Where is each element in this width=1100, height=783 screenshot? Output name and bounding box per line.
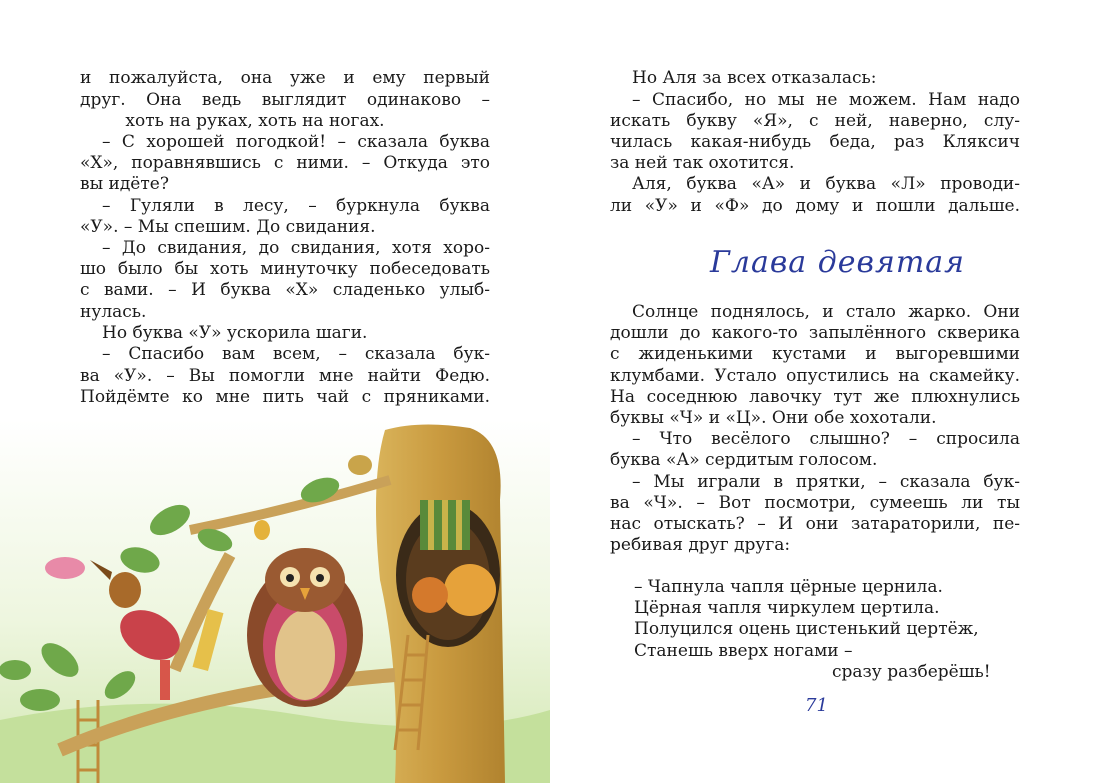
poem-line: сразу разберёшь! [832, 662, 991, 682]
page-number: 71 [805, 695, 828, 716]
acorn [254, 520, 270, 540]
text-line: – Мы играли в прятки, – сказала бук- [632, 472, 1020, 492]
text-line: На соседнюю лавочку тут же плюхнулись [610, 387, 1020, 407]
poem-line: – Чапнула чапля цёрные цернила. [634, 577, 943, 597]
text-line: буква «А» сердитым голосом. [610, 450, 878, 470]
text-line: «У». – Мы спешим. До свидания. [80, 217, 376, 237]
text-line: дошли до какого-то запылённого скверика [610, 323, 1020, 343]
text-line: – Гуляли в лесу, – буркнула буква [102, 196, 490, 216]
chapter-heading: Глава девятая [710, 245, 966, 280]
text-line: Но Аля за всех отказалась: [632, 68, 877, 88]
text-line: шо было бы хоть минуточку побеседовать [80, 259, 490, 279]
snail [348, 455, 372, 475]
forest-illustration [0, 420, 550, 783]
right-page [550, 0, 1100, 783]
text-line: с вами. – И буква «Х» сладенько улыб- [80, 280, 490, 300]
text-line: чилась какая-нибудь беда, раз Кляксич [610, 132, 1020, 152]
text-line: – Что весёлого слышно? – спросила [632, 429, 1020, 449]
text-line: нас отыскать? – И они затараторили, пе- [610, 514, 1020, 534]
text-line: за ней так охотится. [610, 153, 795, 173]
text-line: Но буква «У» ускорила шаги. [102, 323, 368, 343]
text-line: ва «У». – Вы помогли мне найти Федю. [80, 366, 490, 386]
pink-flower [45, 557, 85, 579]
text-line: Аля, буква «А» и буква «Л» проводи- [632, 174, 1020, 194]
text-line: хоть на руках, хоть на ногах. [125, 111, 385, 131]
poem-line: Станешь вверх ногами – [634, 641, 853, 661]
text-line: вы идёте? [80, 174, 169, 194]
text-line: – Спасибо, но мы не можем. Нам надо [632, 90, 1020, 110]
text-line: Пойдёмте ко мне пить чай с пряниками. [80, 387, 490, 407]
text-line: Солнце поднялось, и стало жарко. Они [632, 302, 1020, 322]
text-line: буквы «Ч» и «Ц». Они обе хохотали. [610, 408, 937, 428]
text-line: нулась. [80, 302, 147, 322]
text-line: ребивая друг друга: [610, 535, 791, 555]
text-line: «Х», поравнявшись с ними. – Откуда это [80, 153, 490, 173]
poem-line: Полуцился оцень цистенький цертёж, [634, 619, 979, 639]
text-line: друг. Она ведь выглядит одинаково – [80, 90, 490, 110]
text-line: ли «У» и «Ф» до дому и пошли дальше. [610, 196, 1020, 216]
text-line: с жиденькими кустами и выгоревшими [610, 344, 1020, 364]
text-line: ва «Ч». – Вот посмотри, сумеешь ли ты [610, 493, 1020, 513]
text-line: – До свидания, до свидания, хотя хоро- [102, 238, 490, 258]
text-line: искать букву «Я», с ней, наверно, слу- [610, 111, 1020, 131]
text-line: – Спасибо вам всем, – сказала бук- [102, 344, 490, 364]
pumpkin [444, 564, 496, 616]
text-line: клумбами. Устало опустились на скамейку. [610, 366, 1020, 386]
text-line: и пожалуйста, она уже и ему первый [80, 68, 490, 88]
text-line: – С хорошей погодкой! – сказала буква [102, 132, 490, 152]
poem-line: Цёрная чапля чиркулем цертила. [634, 598, 940, 618]
